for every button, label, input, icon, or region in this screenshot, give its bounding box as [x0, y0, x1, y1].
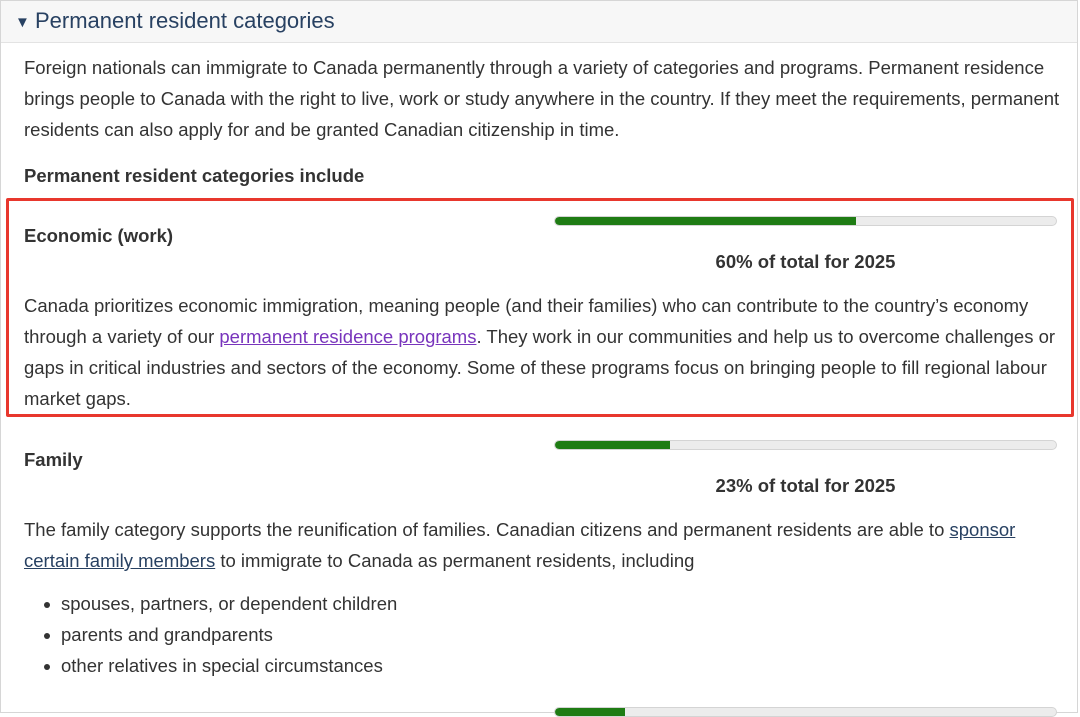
progress-label-economic: 60% of total for 2025: [715, 251, 896, 272]
intro-paragraph: Foreign nationals can immigrate to Canada permanently through a variety of categories and programs. Permanent residence brings people to Canada with the right to live, work or study anywhere in the country. If they meet the requirements, permanent residents can also apply for and be granted Canadian citizenship in time.: [24, 57, 1060, 140]
description-text: to immigrate to Canada as permanent residents, including: [215, 550, 695, 571]
description-text: The family category supports the reunification of families. Canadian citizens and permanent residents are able to: [24, 519, 950, 540]
category-title-economic: Economic (work): [24, 225, 174, 246]
family-members-list: [24, 588, 397, 681]
progress-fill-economic: [555, 217, 856, 225]
sponsor-family-members-link[interactable]: sponsor certain family members: [24, 519, 1016, 571]
categories-subheading: Permanent resident categories include: [24, 165, 365, 186]
description-text: . They work in our communities and help us to overcome challenges or gaps in critical industries and sectors of the economy. Some of these programs focus on bringing people to fill regional labour market gaps.: [24, 326, 1056, 409]
permanent-residence-programs-link[interactable]: permanent residence programs: [219, 326, 477, 347]
description-text: Canada prioritizes economic immigration, meaning people (and their families) who can contribute to the country’s economy through a variety of our: [24, 295, 1029, 347]
panel-summary[interactable]: [1, 1, 1077, 43]
list-item: parents and grandparents: [24, 619, 397, 650]
progress-bar-next: [554, 707, 1057, 717]
progress-fill-next: [555, 708, 625, 716]
category-title-family: Family: [24, 449, 83, 470]
category-description-economic: [24, 290, 1064, 414]
progress-bar-economic: [554, 216, 1057, 226]
progress-bar-family: [554, 440, 1057, 450]
panel-title[interactable]: Permanent resident categories: [35, 8, 335, 33]
progress-label-family: 23% of total for 2025: [715, 475, 896, 496]
category-description-family: [24, 514, 1064, 576]
progress-fill-family: [555, 441, 670, 449]
list-item: spouses, partners, or dependent children: [24, 588, 397, 619]
list-item: other relatives in special circumstances: [24, 650, 397, 681]
caret-down-icon: ▼: [15, 14, 30, 31]
